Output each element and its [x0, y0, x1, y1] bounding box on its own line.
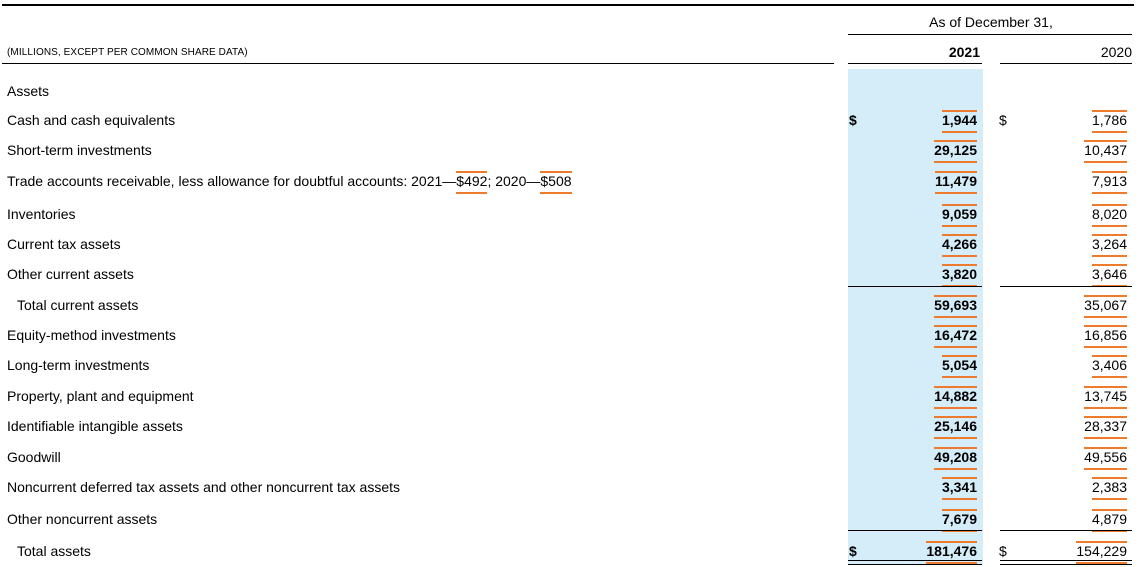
highlighted-value: 29,125 — [934, 142, 977, 158]
receivables-label-prefix: Trade accounts receivable, less allowance for doubtful accounts: 2021— — [7, 173, 457, 189]
section-label: Assets — [7, 83, 50, 99]
units-rule — [2, 63, 834, 64]
table-row-other-noncurrent-assets — [0, 507, 1140, 531]
total-rule-2021 — [848, 530, 982, 531]
value-2021 — [942, 206, 977, 224]
highlighted-value: 10,437 — [1084, 142, 1127, 158]
value-2020 — [1084, 327, 1127, 345]
column-header-2021: 2021 — [948, 44, 980, 60]
currency-symbol-2021: $ — [849, 543, 857, 559]
value-2020 — [1084, 297, 1127, 315]
row-label: Cash and cash equivalents — [7, 112, 176, 128]
highlighted-value: 3,341 — [941, 479, 977, 495]
row-label: Equity-method investments — [7, 327, 176, 343]
table-row-intangible-assets — [0, 414, 1140, 438]
highlighted-value: 3,264 — [1091, 236, 1127, 252]
highlighted-value: 16,472 — [934, 327, 977, 343]
allowance-2021: $492 — [456, 173, 488, 189]
highlighted-value: 3,406 — [1091, 357, 1127, 373]
highlighted-value: 59,693 — [934, 297, 977, 313]
row-label: Identifiable intangible assets — [7, 418, 183, 434]
value-2020 — [1092, 511, 1127, 529]
allowance-2020: $508 — [540, 173, 572, 189]
table-row-inventories — [0, 202, 1140, 226]
row-label: Long-term investments — [7, 357, 150, 373]
value-2021 — [942, 266, 977, 284]
grand-total-double-rule-2020 — [1000, 560, 1132, 565]
highlighted-value: 49,556 — [1084, 449, 1127, 465]
value-2021 — [926, 543, 977, 561]
subtotal-rule-2020 — [1000, 286, 1132, 287]
receivables-label-middle: ; 2020— — [487, 173, 541, 189]
highlighted-value: 3,820 — [941, 266, 977, 282]
highlighted-value: 28,337 — [1084, 418, 1127, 434]
value-2021 — [934, 327, 977, 345]
table-row-current-tax-assets — [0, 232, 1140, 256]
row-label: Short-term investments — [7, 142, 152, 158]
row-label: Noncurrent deferred tax assets and other noncurrent tax assets — [7, 479, 400, 495]
highlighted-value: 1,944 — [941, 112, 977, 128]
value-2021 — [942, 479, 977, 497]
value-2020 — [1084, 142, 1127, 160]
value-2021 — [942, 236, 977, 254]
section-row-assets — [0, 79, 1140, 103]
top-rule — [2, 4, 1134, 6]
total-rule-2020 — [1000, 530, 1132, 531]
value-2020 — [1092, 173, 1127, 191]
value-2021 — [935, 173, 977, 191]
row-label: Other noncurrent assets — [7, 511, 158, 527]
value-2020 — [1084, 449, 1127, 467]
value-2021 — [934, 449, 977, 467]
value-2020 — [1084, 388, 1127, 406]
row-label: Other current assets — [7, 266, 134, 282]
table-row-goodwill — [0, 445, 1140, 469]
value-2021 — [942, 357, 977, 375]
value-2021 — [934, 388, 977, 406]
row-label-receivables — [7, 173, 572, 191]
highlighted-value: 4,879 — [1091, 511, 1127, 527]
highlighted-value: 7,679 — [941, 511, 977, 527]
highlighted-value: 154,229 — [1076, 543, 1127, 559]
value-2020 — [1092, 266, 1127, 284]
table-row-equity-method-investments — [0, 323, 1140, 347]
highlighted-value: 2,383 — [1091, 479, 1127, 495]
highlighted-value: 35,067 — [1084, 297, 1127, 313]
row-label: Property, plant and equipment — [7, 388, 194, 404]
column-header-2020: 2020 — [1100, 44, 1132, 60]
highlighted-value: 4,266 — [941, 236, 977, 252]
period-header: As of December 31, — [929, 14, 1053, 30]
row-label: Inventories — [7, 206, 76, 222]
highlighted-value: 13,745 — [1084, 388, 1127, 404]
highlighted-value: 14,882 — [934, 388, 977, 404]
period-header-rule — [848, 34, 1132, 35]
highlighted-value: 25,146 — [934, 418, 977, 434]
table-row-trade-receivables — [0, 169, 1140, 193]
value-2021 — [942, 112, 977, 130]
table-row-other-current-assets — [0, 262, 1140, 286]
value-2021 — [934, 142, 977, 160]
value-2020 — [1092, 236, 1127, 254]
row-label: Current tax assets — [7, 236, 121, 252]
subtotal-rule-2021 — [848, 286, 982, 287]
column-header-2020-rule — [1000, 63, 1132, 64]
value-2020 — [1092, 112, 1127, 130]
highlighted-value: 5,054 — [941, 357, 977, 373]
highlighted-value: 8,020 — [1091, 206, 1127, 222]
table-row-long-term-investments — [0, 353, 1140, 377]
value-2021 — [934, 418, 977, 436]
highlighted-value: 16,856 — [1084, 327, 1127, 343]
currency-symbol-2021: $ — [849, 112, 857, 128]
column-header-2021-rule — [848, 63, 982, 64]
grand-total-double-rule-2021 — [848, 560, 982, 565]
table-row-short-term-investments — [0, 138, 1140, 162]
value-2020 — [1084, 418, 1127, 436]
highlighted-value: 3,646 — [1091, 266, 1127, 282]
row-label: Total assets — [17, 543, 91, 559]
row-label: Goodwill — [7, 449, 61, 465]
table-row-cash — [0, 108, 1140, 132]
table-row-total-current-assets — [0, 293, 1140, 317]
highlighted-value: 7,913 — [1091, 173, 1127, 189]
value-2020 — [1076, 543, 1127, 561]
currency-symbol-2020: $ — [999, 112, 1007, 128]
value-2021 — [942, 511, 977, 529]
value-2020 — [1092, 357, 1127, 375]
highlighted-value: 11,479 — [934, 173, 977, 189]
row-label: Total current assets — [17, 297, 139, 313]
highlighted-value: 1,786 — [1091, 112, 1127, 128]
table-row-ppe — [0, 384, 1140, 408]
highlighted-value: 49,208 — [934, 449, 977, 465]
table-row-noncurrent-tax-assets — [0, 475, 1140, 499]
value-2020 — [1092, 479, 1127, 497]
currency-symbol-2020: $ — [999, 543, 1007, 559]
units-label: (MILLIONS, EXCEPT PER COMMON SHARE DATA) — [7, 47, 248, 58]
value-2020 — [1092, 206, 1127, 224]
highlighted-value: 181,476 — [926, 543, 977, 559]
highlighted-value: 9,059 — [941, 206, 977, 222]
value-2021 — [934, 297, 977, 315]
